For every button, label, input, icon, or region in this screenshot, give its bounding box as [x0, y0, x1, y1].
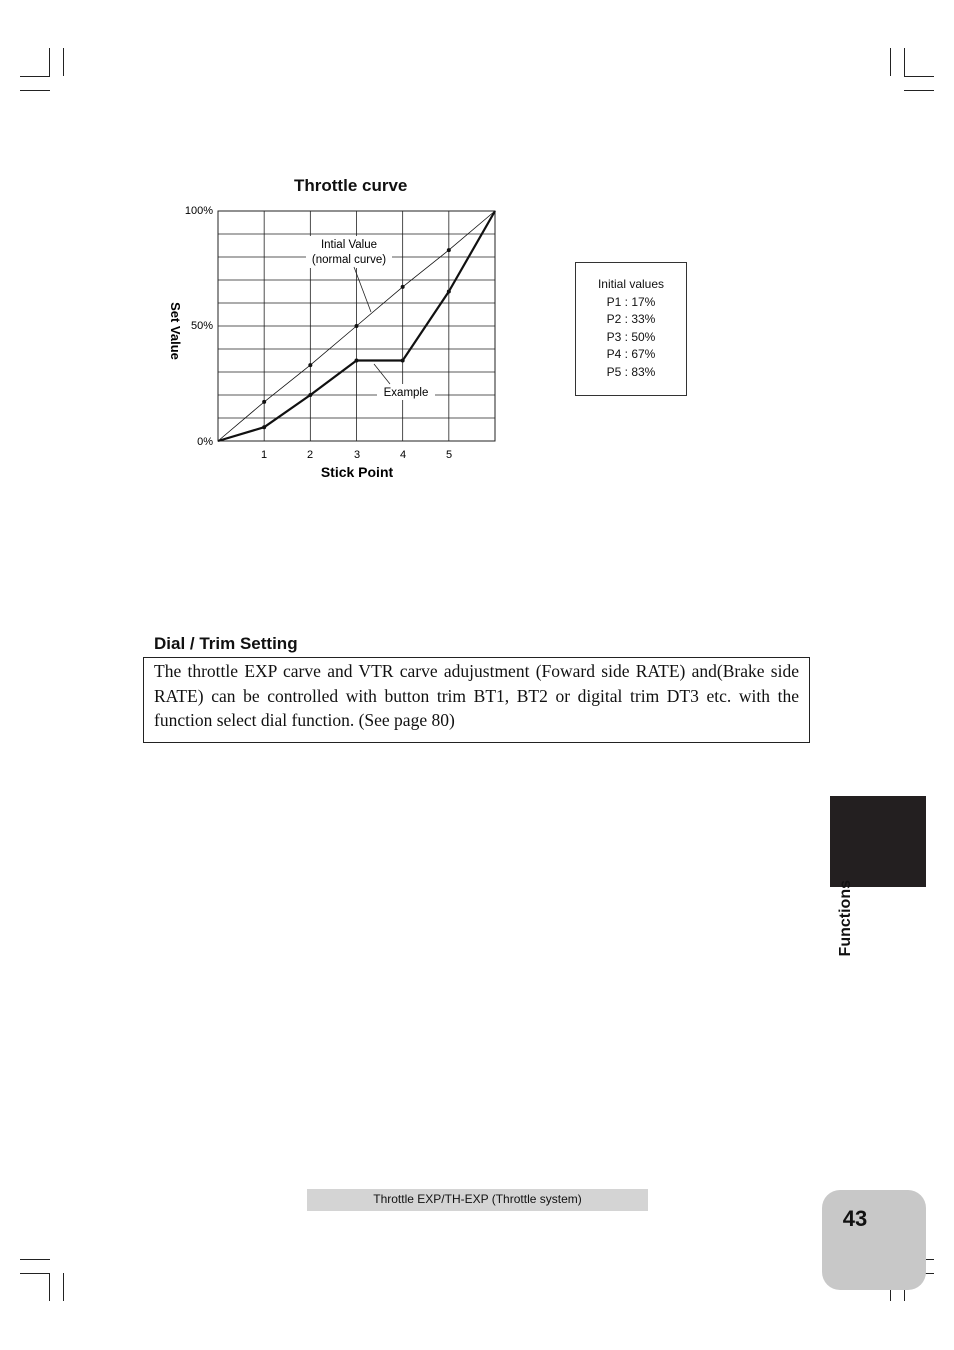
side-tab-black: [830, 796, 926, 887]
normal-curve-point: [355, 324, 359, 328]
x-tick-1: 1: [260, 449, 268, 461]
page-number: 43: [842, 1206, 868, 1231]
y-tick-50: 50%: [190, 320, 213, 332]
dial-trim-description: The throttle EXP carve and VTR carve adujustment (Foward side RATE) and(Brake side RATE) can be controlled with button trim BT1, BT2 or digital trim DT3 etc. with the function select dial function. (See page 80): [143, 657, 810, 743]
normal-curve-point: [308, 363, 312, 367]
initial-value-p3: P3 : 50%: [606, 329, 656, 344]
initial-values-box: [575, 262, 687, 396]
example-point: [308, 393, 312, 397]
normal-curve-point: [262, 400, 266, 404]
chart-title: Throttle curve: [294, 176, 408, 195]
initial-value-p1: P1 : 17%: [606, 294, 656, 309]
example-point: [262, 425, 266, 429]
side-tab-label: Functions: [837, 880, 854, 957]
annotation-normal-line2: (normal curve): [311, 254, 387, 266]
annotation-example: Example: [383, 387, 429, 399]
annotation-normal-line1: Intial Value: [320, 239, 378, 251]
initial-values-title: Initial values: [597, 277, 665, 291]
y-axis-label: Set Value: [168, 302, 183, 360]
throttle-curve-chart: [0, 0, 954, 520]
y-tick-100: 100%: [184, 205, 213, 217]
normal-curve-point: [401, 285, 405, 289]
initial-value-p2: P2 : 33%: [606, 312, 656, 327]
initial-value-p4: P4 : 67%: [606, 347, 656, 362]
x-axis-label: Stick Point: [320, 464, 394, 480]
normal-curve-point: [447, 248, 451, 252]
x-tick-3: 3: [353, 449, 361, 461]
y-tick-0: 0%: [197, 436, 213, 448]
example-point: [355, 359, 359, 363]
example-point: [401, 359, 405, 363]
annotation-example-leader: [374, 364, 390, 384]
x-tick-5: 5: [445, 449, 453, 461]
x-tick-2: 2: [306, 449, 314, 461]
dial-trim-title: Dial / Trim Setting: [154, 634, 298, 653]
footer-section-title: Throttle EXP/TH-EXP (Throttle system): [307, 1189, 648, 1211]
initial-value-p5: P5 : 83%: [606, 364, 656, 379]
example-point: [447, 290, 451, 294]
x-tick-4: 4: [399, 449, 407, 461]
page-number-tab: [822, 1190, 926, 1290]
